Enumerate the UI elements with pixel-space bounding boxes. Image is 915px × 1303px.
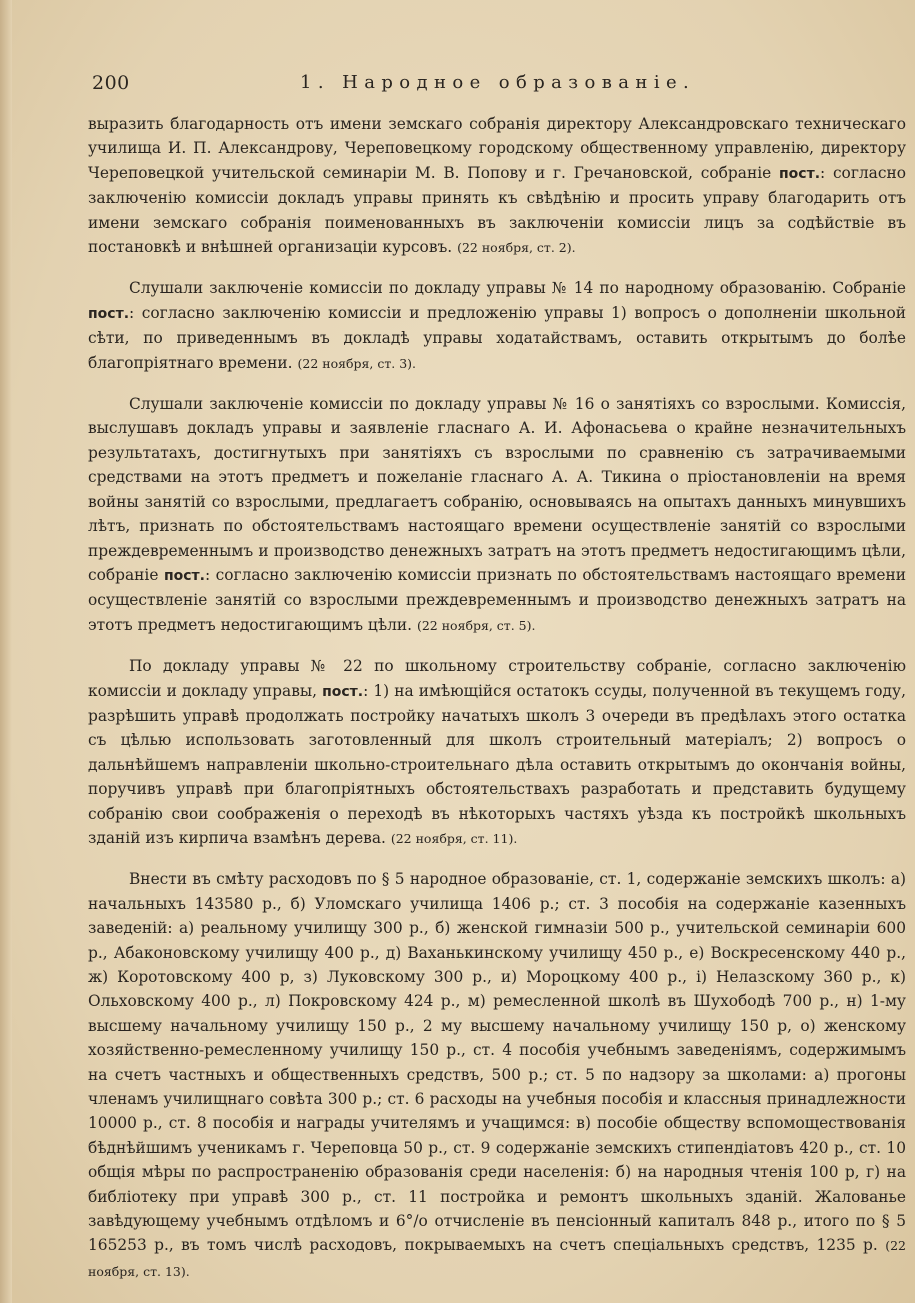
paragraph-1	[88, 112, 906, 260]
paragraph-text: : согласно заключенію комиссіи и предложенію управы 1) вопросъ о дополненіи школьной сѣти, по приведеннымъ въ докладѣ управы ходатайствамъ, оставить открытымъ до болѣе благопріятнаго времени.	[88, 303, 906, 372]
decision-mark: пост.	[88, 305, 130, 322]
citation: (22 ноября, ст. 3).	[297, 355, 417, 371]
citation: (22 ноября, ст. 5).	[416, 617, 536, 633]
body-text	[88, 112, 906, 1284]
running-title: 1. Народное образованіе.	[300, 72, 696, 93]
paragraph-text: По докладу управы № 22 по школьному строительству собраніе, согласно заключенію комиссіи и докладу управы,	[88, 657, 906, 700]
page-header	[92, 72, 875, 102]
paragraph-5	[88, 867, 906, 1284]
paragraph-text: : 1) на имѣющійся остатокъ ссуды, полученной въ текущемъ году, разрѣшить управѣ продолжать постройку начатыхъ школъ 3 очереди въ предѣлахъ этого остатка съ цѣлью использовать заготовленный для школъ строительный матеріалъ; 2) вопросъ о дальнѣйшемъ направленіи школьно-строительнаго дѣла оставить открытымъ до окончанія войны, поручивъ управѣ при благопріятныхъ обстоятельствахъ разработать и представить будущему собранію свои соображенія о переходѣ въ нѣкоторыхъ частяхъ уѣзда къ постройкѣ школьныхъ зданій изъ кирпича взамѣнъ дерева.	[88, 681, 906, 847]
paragraph-text: Слушали заключеніе комиссіи по докладу управы № 14 по народному образованію. Собраніе	[129, 279, 906, 298]
paragraph-4	[88, 654, 906, 851]
paragraph-3	[88, 392, 906, 638]
decision-mark: пост.	[163, 567, 205, 584]
paragraph-2	[88, 276, 906, 376]
paragraph-text: Внести въ смѣту расходовъ по § 5 народное образованіе, ст. 1, содержаніе земскихъ школъ: а) начальныхъ 143580 р., б) Уломскаго училища 1406 р.; ст. 3 пособія на содержаніе казенныхъ заведеній: а) реальному училищу 300 р., б) женской гимназіи 500 р., учительской семинаріи 600 р., Абаконовскому училищу 400 р., д) Ваханькинскому училищу 450 р., е) Воскресенскому 440 р., ж) Коротовскому 400 р, з) Луковскому 300 р., и) Мороцкому 400 р., і) Нелазскому 360 р., к) Ольховскому 400 р., л) Покровскому 424 р., м) ремесленной школѣ въ Шухободѣ 700 р., н) 1-му высшему начальному училищу 150 р., 2 му высшему начальному училищу 150 р, о) женскому хозяйственно-ремесленному училищу 150 р., ст. 4 пособія учебнымъ заведеніямъ, содержимымъ на счетъ частныхъ и общественныхъ средствъ, 500 р.; ст. 5 по надзору за школами: а) прогоны членамъ училищнаго совѣта 300 р.; ст. 6 расходы на учебныя пособія и классныя принадлежности 10000 р., ст. 8 пособія и награды учителямъ и учащимся: в) пособіе обществу вспомоществованія бѣднѣйшимъ ученикамъ г. Череповца 50 р., ст. 9 содержаніе земскихъ стипендіатовъ 420 р., ст. 10 общія мѣры по распространенію образованія среди населенія: б) на народныя чтенія 100 р, г) на библіотеку при управѣ 300 р., ст. 11 постройка и ремонтъ школьныхъ зданій. Жалованье завѣдующему учебнымъ отдѣломъ и 6°/о отчисленіе въ пенсіонный капиталъ 848 р., итого по § 5 165253 р., въ томъ числѣ расходовъ, покрываемыхъ на счетъ спеціальныхъ средствъ, 1235 р.	[88, 870, 906, 1255]
paragraph-text: выразить благодарность отъ имени земскаго собранія директору Александровскаго техническаго училища И. П. Александрову, Череповецкому городскому общественному управленію, директору Череповецкой учительской семинаріи М. В. Попову и г. Гречановской, собраніе	[88, 115, 906, 182]
paragraph-text: : согласно заключенію комиссіи признать по обстоятельствамъ настоящаго времени осуществленіе занятій со взрослыми преждевременнымъ и производство денежныхъ затратъ на этотъ предметъ недостигающимъ цѣли.	[88, 565, 906, 634]
decision-mark: пост.	[322, 683, 364, 700]
decision-mark: пост.	[778, 165, 821, 182]
page-number: 200	[92, 72, 130, 94]
citation: (22 ноября, ст. 13).	[88, 1238, 906, 1279]
paragraph-text: : согласно заключенію комиссіи докладъ управы принять къ свѣдѣнію и просить управу благодарить отъ имени земскаго собранія поименованныхъ въ заключеніи комиссіи лицъ за содѣйствіе въ постановкѣ и внѣшней организаціи курсовъ.	[88, 163, 906, 257]
page-edge-shadow	[0, 0, 12, 1303]
paragraph-text: Слушали заключеніе комиссіи по докладу управы № 16 о занятіяхъ со взрослыми. Комиссія, выслушавъ докладъ управы и заявленіе гласнаго А. И. Афонасьева о крайне незначительныхъ результатахъ, достигнутыхъ при занятіяхъ съ взрослыми по сравненію съ затрачиваемыми средствами на этотъ предметъ и пожеланіе гласнаго А. А. Тикина о пріостановленіи на время войны занятій со взрослыми, предлагаетъ собранію, основываясь на опытахъ данныхъ минувшихъ лѣтъ, признать по обстоятельствамъ настоящаго времени осуществленіе занятій со взрослыми преждевременнымъ и производство денежныхъ затратъ на этотъ предметъ недостигающимъ цѣли, собраніе	[88, 395, 906, 584]
citation: (22 ноября, ст. 2).	[457, 240, 576, 256]
citation: (22 ноября, ст. 11).	[390, 830, 518, 846]
